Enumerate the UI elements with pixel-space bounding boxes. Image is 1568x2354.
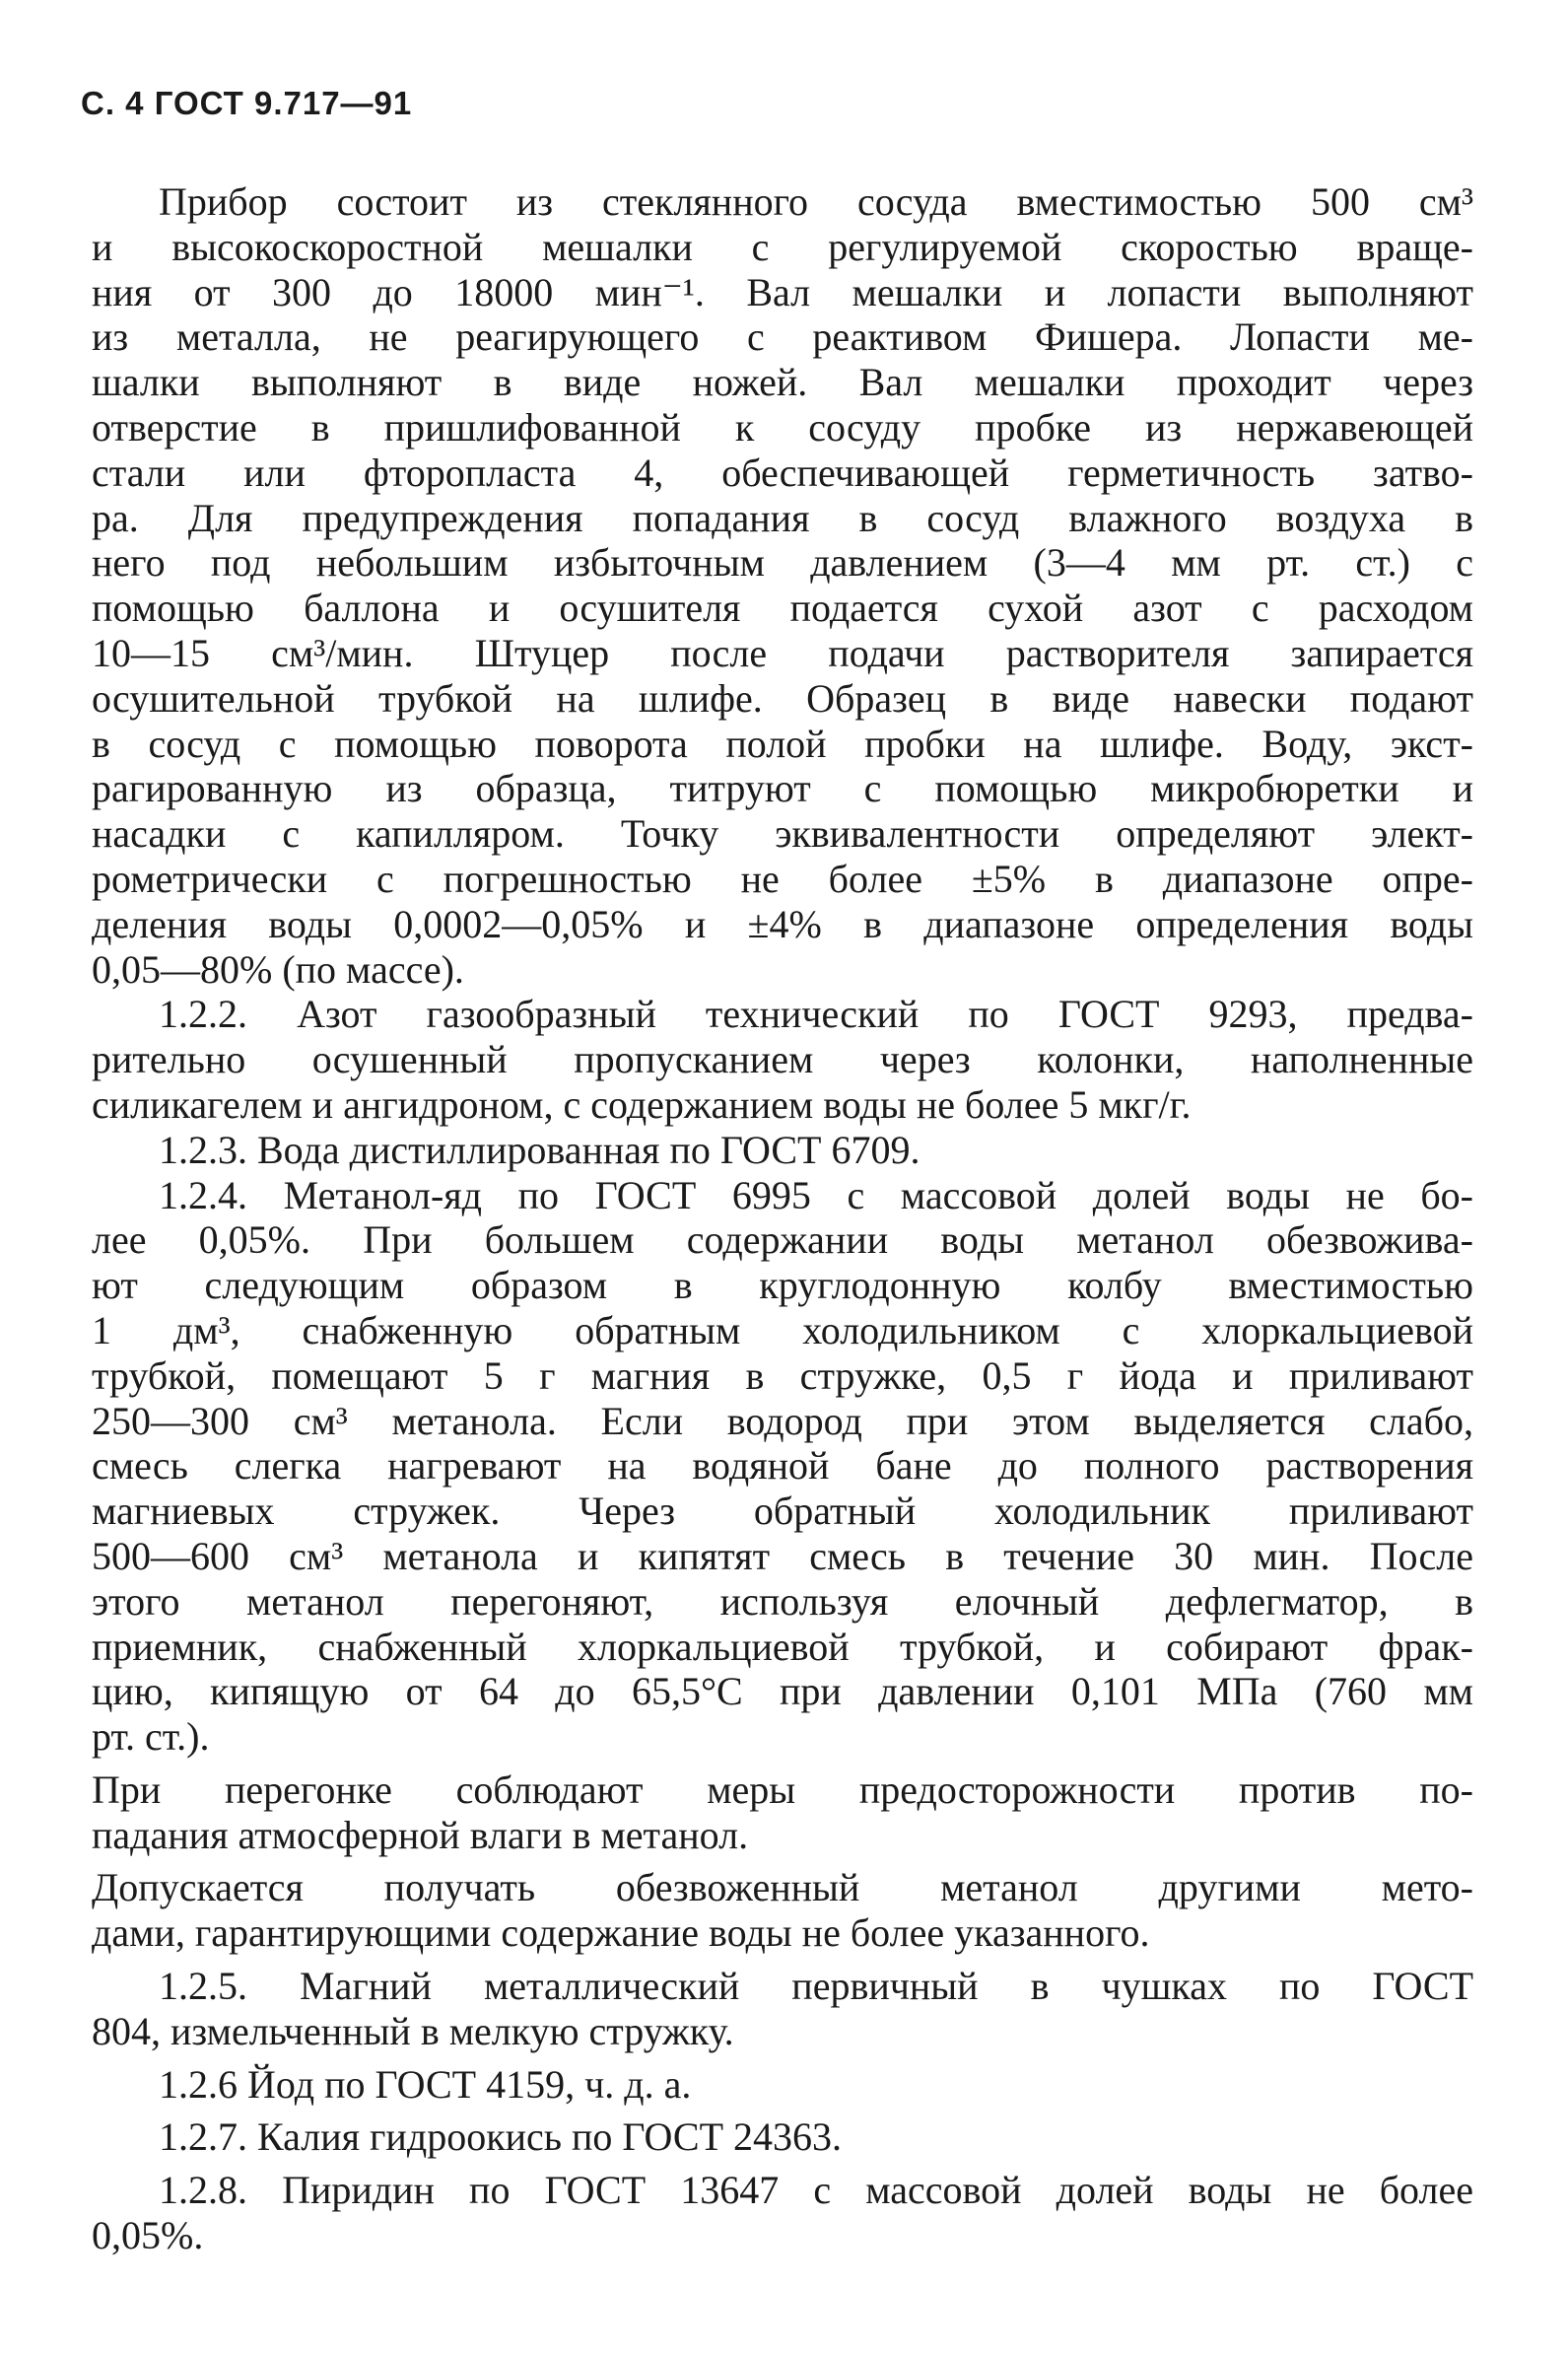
text-line: 10—15 см³/мин. Штуцер после подачи растворителя запирается bbox=[92, 630, 1473, 675]
text-line: 1.2.2. Азот газообразный технический по ГОСТ 9293, предва- bbox=[159, 992, 1473, 1037]
text-line: цию, кипящую от 64 до 65,5°С при давлении 0,101 МПа (760 мм bbox=[92, 1669, 1473, 1714]
text-line: Допускается получать обезвоженный метанол другими мето- bbox=[92, 1865, 1473, 1910]
text-line: него под небольшим избыточным давлением (3—4 мм рт. ст.) с bbox=[92, 540, 1473, 586]
text-line: смесь слегка нагревают на водяной бане до полного растворения bbox=[92, 1443, 1473, 1489]
text-line: 1.2.3. Вода дистиллированная по ГОСТ 6709. bbox=[159, 1127, 920, 1172]
text-line: и высокоскоростной мешалки с регулируемой скоростью враще- bbox=[92, 224, 1473, 269]
text-line: насадки с капилляром. Точку эквивалентности определяют элект- bbox=[92, 811, 1473, 857]
text-line: 0,05—80% (по массе). bbox=[92, 946, 464, 992]
text-line: магниевых стружек. Через обратный холодильник приливают bbox=[92, 1489, 1473, 1534]
text-line: 804, измельченный в мелкую стружку. bbox=[92, 2008, 734, 2053]
text-line: трубкой, помещают 5 г магния в стружке, 0,5 г йода и приливают bbox=[92, 1352, 1473, 1398]
text-line: падания атмосферной влаги в метанол. bbox=[92, 1812, 749, 1857]
text-line: рительно осушенный пропусканием через колонки, наполненные bbox=[92, 1037, 1473, 1082]
text-line: рт. ст.). bbox=[92, 1714, 210, 1760]
text-line: 1.2.5. Магний металлический первичный в чушках по ГОСТ bbox=[159, 1964, 1473, 2009]
text-line: ют следующим образом в круглодонную колбу вместимостью bbox=[92, 1263, 1473, 1308]
text-line: в сосуд с помощью поворота полой пробки на шлифе. Воду, экст- bbox=[92, 721, 1473, 766]
text-line: деления воды 0,0002—0,05% и ±4% в диапазоне определения воды bbox=[92, 901, 1473, 946]
text-line: рагированную из образца, титруют с помощью микробюретки и bbox=[92, 766, 1473, 811]
text-line: При перегонке соблюдают меры предосторожности против по- bbox=[92, 1766, 1473, 1812]
text-line: дами, гарантирующими содержание воды не более указанного. bbox=[92, 1910, 1150, 1956]
text-line: шалки выполняют в виде ножей. Вал мешалки проходит через bbox=[92, 360, 1473, 405]
text-line: ния от 300 до 18000 мин⁻¹. Вал мешалки и лопасти выполняют bbox=[92, 269, 1473, 314]
text-line: 1 дм³, снабженную обратным холодильником с хлоркальциевой bbox=[92, 1307, 1473, 1352]
text-line: силикагелем и ангидроном, с содержанием воды не более 5 мкг/г. bbox=[92, 1081, 1192, 1127]
text-line: лее 0,05%. При большем содержании воды метанол обезвожива- bbox=[92, 1217, 1473, 1263]
text-line: из металла, не реагирующего с реактивом Фишера. Лопасти ме- bbox=[92, 314, 1473, 360]
text-line: Прибор состоит из стеклянного сосуда вместимостью 500 см³ bbox=[159, 179, 1473, 224]
document-body bbox=[92, 179, 1473, 2258]
text-line: 1.2.4. Метанол-яд по ГОСТ 6995 с массовой долей воды не бо- bbox=[159, 1172, 1473, 1217]
text-line: 500—600 см³ метанола и кипятят смесь в течение 30 мин. После bbox=[92, 1533, 1473, 1578]
text-line: ра. Для предупреждения попадания в сосуд влажного воздуха в bbox=[92, 495, 1473, 540]
text-line: 0,05%. bbox=[92, 2213, 204, 2258]
text-line: этого метанол перегоняют, используя елочный дефлегматор, в bbox=[92, 1578, 1473, 1624]
page-header: С. 4 ГОСТ 9.717—91 bbox=[81, 85, 413, 121]
text-line: 1.2.8. Пиридин по ГОСТ 13647 с массовой долей воды не более bbox=[159, 2168, 1473, 2213]
text-line: отверстие в пришлифованной к сосуду пробке из нержавеющей bbox=[92, 404, 1473, 450]
text-line: осушительной трубкой на шлифе. Образец в виде навески подают bbox=[92, 675, 1473, 721]
text-line: 250—300 см³ метанола. Если водород при этом выделяется слабо, bbox=[92, 1398, 1473, 1443]
text-line: рометрически с погрешностью не более ±5% в диапазоне опре- bbox=[92, 856, 1473, 901]
text-line: 1.2.6 Йод по ГОСТ 4159, ч. д. а. bbox=[159, 2061, 692, 2107]
text-line: помощью баллона и осушителя подается сухой азот с расходом bbox=[92, 586, 1473, 631]
text-line: приемник, снабженный хлоркальциевой трубкой, и собирают фрак- bbox=[92, 1624, 1473, 1669]
text-line: стали или фторопласта 4, обеспечивающей герметичность затво- bbox=[92, 450, 1473, 495]
text-line: 1.2.7. Калия гидроокись по ГОСТ 24363. bbox=[159, 2114, 843, 2160]
